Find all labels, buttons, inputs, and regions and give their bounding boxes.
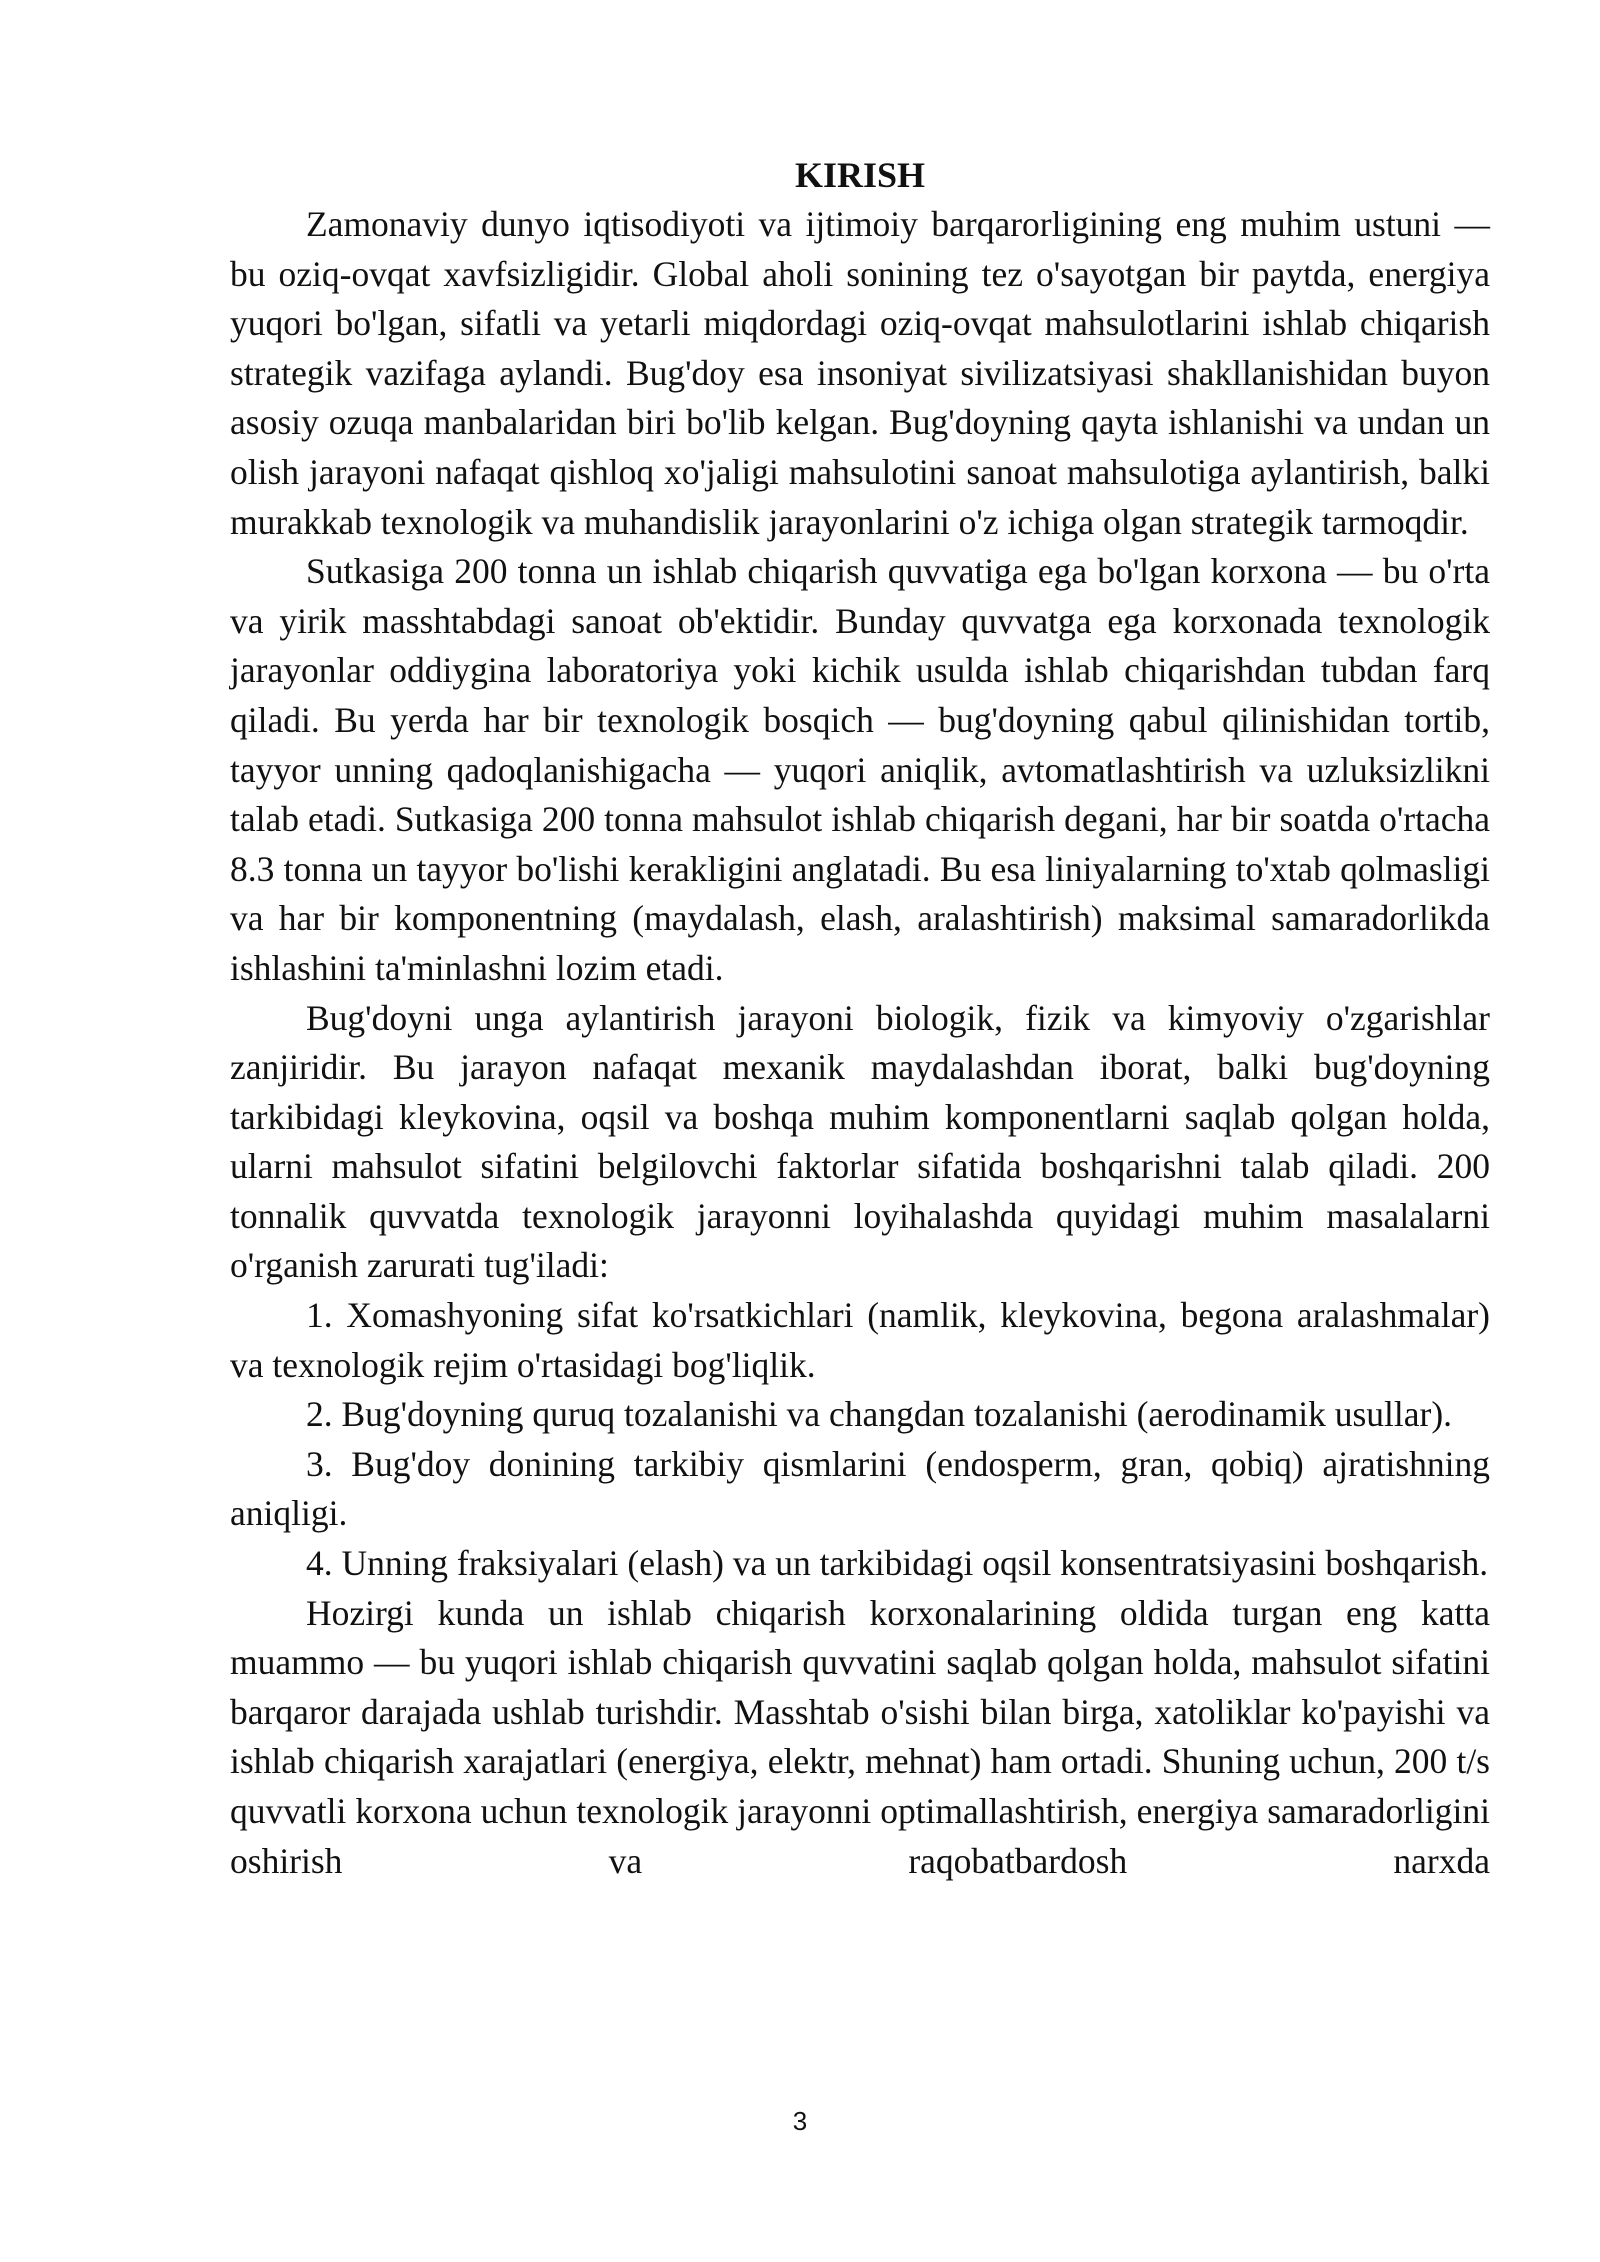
page-number: 3 <box>792 2106 808 2136</box>
list-item-2: 2. Bug'doyning quruq tozalanishi va changdan tozalanishi (aerodinamik usullar). <box>306 1394 1453 1435</box>
document-page <box>230 150 1490 1886</box>
section-title: KIRISH <box>794 155 926 195</box>
paragraph-capacity: Sutkasiga 200 tonna un ishlab chiqarish quvvatiga ega bo'lgan korxona — bu o'rta va yirik masshtabdagi sanoat ob'ektidir. Bunday quvvatga ega korxonada texnologik jarayonlar oddiygina laboratoriya yoki kichik usulda ishlab chiqarishdan tubdan farq qiladi. Bu yerda har bir texnologik bosqich — bug'doyning qabul qilinishidan tortib, tayyor unning qadoqlanishigacha — yuqori aniqlik, avtomatlashtirish va uzluksizlikni talab etadi. Sutkasiga 200 tonna mahsulot ishlab chiqarish degani, har bir soatda o'rtacha 8.3 tonna un tayyor bo'lishi kerakligini anglatadi. Bu esa liniyalarning to'xtab qolmasligi va har bir komponentning (maydalash, elash, aralashtirish) maksimal samaradorlikda ishlashini ta'minlashni lozim etadi. <box>230 551 1490 988</box>
paragraph-process: Bug'doyni unga aylantirish jarayoni biologik, fizik va kimyoviy o'zgarishlar zanjiridir. Bu jarayon nafaqat mexanik maydalashdan iborat, balki bug'doyning tarkibidagi kleykovina, oqsil va boshqa muhim komponentlarni saqlab qolgan holda, ularni mahsulot sifatini belgilovchi faktorlar sifatida boshqarishni talab qiladi. 200 tonnalik quvvatda texnologik jarayonni loyihalashda quyidagi muhim masalalarni o'rganish zarurati tug'iladi: <box>230 997 1490 1286</box>
paragraph-closing: Hozirgi kunda un ishlab chiqarish korxonalarining oldida turgan eng katta muammo — bu yuqori ishlab chiqarish quvvatini saqlab qolgan holda, mahsulot sifatini barqaror darajada ushlab turishdir. Masshtab o'sishi bilan birga, xatoliklar ko'payishi va ishlab chiqarish xarajatlari (energiya, elektr, mehnat) ham ortadi. Shuning uchun, 200 t/s quvvatli korxona uchun texnologik jarayonni optimallashtirish, energiya samaradorligini oshirish va raqobatbardosh narxda <box>230 1592 1490 1881</box>
list-item-1: 1. Xomashyoning sifat ko'rsatkichlari (namlik, kleykovina, begona aralashmalar) va texnologik rejim o'rtasidagi bog'liqlik. <box>230 1295 1490 1385</box>
paragraph-intro: Zamonaviy dunyo iqtisodiyoti va ijtimoiy barqarorligining eng muhim ustuni — bu oziq-ovqat xavfsizligidir. Global aholi sonining tez o'sayotgan bir paytda, energiya yuqori bo'lgan, sifatli va yetarli miqdordagi oziq-ovqat mahsulotlarini ishlab chiqarish strategik vazifaga aylandi. Bug'doy esa insoniyat sivilizatsiyasi shakllanishidan buyon asosiy ozuqa manbalaridan biri bo'lib kelgan. Bug'doyning qayta ishlanishi va undan un olish jarayoni nafaqat qishloq xo'jaligi mahsulotini sanoat mahsulotiga aylantirish, balki murakkab texnologik va muhandislik jarayonlarini o'z ichiga olgan strategik tarmoqdir. <box>230 204 1490 542</box>
list-item-3: 3. Bug'doy donining tarkibiy qismlarini (endosperm, gran, qobiq) ajratishning aniqligi. <box>230 1443 1490 1534</box>
list-item-4: 4. Unning fraksiyalari (elash) va un tarkibidagi oqsil konsentratsiyasini boshqarish. <box>306 1543 1489 1584</box>
